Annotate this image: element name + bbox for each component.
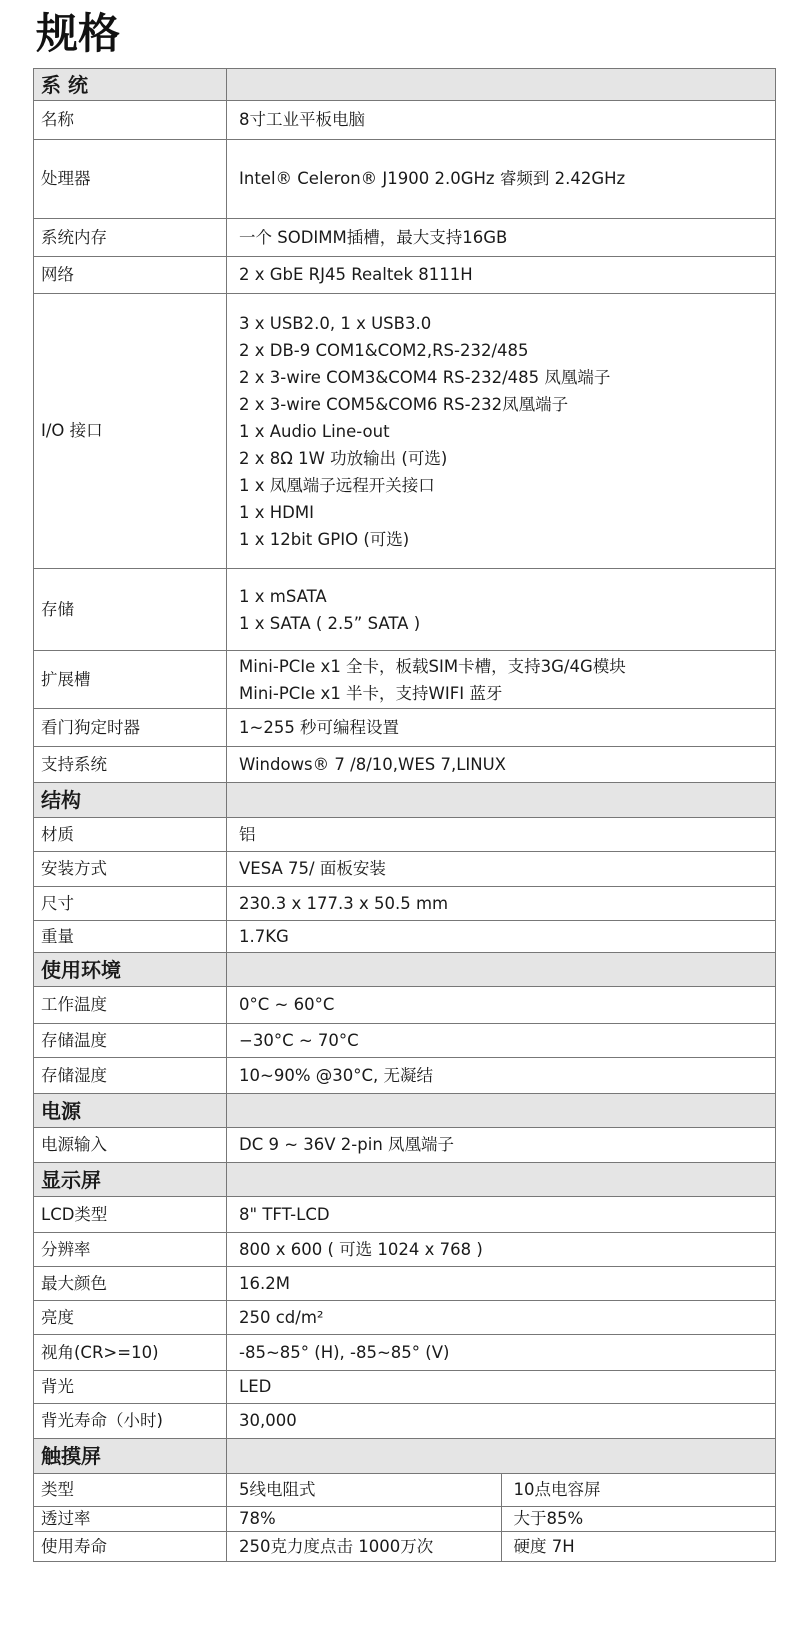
spec-label: 名称	[34, 101, 227, 140]
spec-value	[227, 101, 776, 140]
spec-row	[34, 294, 776, 569]
spec-value-line: −30°C ~ 70°C	[239, 1030, 359, 1050]
spec-value-line: 2 x DB-9 COM1&COM2,RS-232/485	[239, 340, 529, 360]
spec-row	[34, 1335, 776, 1371]
spec-row	[34, 1474, 776, 1507]
spec-value	[227, 887, 776, 921]
section-heading: 系 统	[34, 69, 227, 101]
spec-label: 透过率	[34, 1507, 227, 1532]
spec-value-line: 10~90% @30°C, 无凝结	[239, 1065, 433, 1085]
spec-row	[34, 140, 776, 219]
spec-value-line: 1 x 12bit GPIO (可选)	[239, 529, 410, 549]
spec-value-b: 10点电容屏	[501, 1474, 776, 1507]
spec-row	[34, 818, 776, 852]
spec-row	[34, 569, 776, 651]
spec-row	[34, 1404, 776, 1439]
section-heading-blank	[227, 783, 776, 818]
spec-value	[227, 1233, 776, 1267]
spec-row	[34, 1128, 776, 1163]
spec-label: 看门狗定时器	[34, 709, 227, 747]
spec-value	[227, 1128, 776, 1163]
spec-row	[34, 1507, 776, 1532]
spec-label: 处理器	[34, 140, 227, 219]
spec-value-line: -85~85° (H), -85~85° (V)	[239, 1342, 450, 1362]
spec-row	[34, 921, 776, 953]
spec-value-line: Windows® 7 /8/10,WES 7,LINUX	[239, 754, 506, 774]
spec-value	[227, 1301, 776, 1335]
spec-value-line: 铝	[239, 824, 256, 844]
spec-value-a: 78%	[227, 1507, 502, 1532]
spec-value	[227, 1335, 776, 1371]
spec-label: 尺寸	[34, 887, 227, 921]
spec-value-line: 0°C ~ 60°C	[239, 995, 335, 1015]
spec-value-line: 1 x SATA ( 2.5” SATA )	[239, 613, 421, 633]
spec-label: 网络	[34, 257, 227, 294]
spec-value-line: 800 x 600 ( 可选 1024 x 768 )	[239, 1239, 483, 1259]
spec-label: 亮度	[34, 1301, 227, 1335]
spec-value	[227, 1197, 776, 1233]
spec-value	[227, 1024, 776, 1058]
spec-row	[34, 1371, 776, 1404]
spec-table-body	[34, 69, 776, 1562]
spec-value-line: 8寸工业平板电脑	[239, 110, 365, 130]
section-header-row	[34, 69, 776, 101]
spec-table	[33, 68, 776, 1562]
spec-value-line: 16.2M	[239, 1273, 290, 1293]
spec-row	[34, 987, 776, 1024]
spec-value-line: 8" TFT-LCD	[239, 1204, 330, 1224]
spec-value	[227, 140, 776, 219]
spec-row	[34, 219, 776, 257]
section-heading-blank	[227, 953, 776, 987]
spec-value-line: Intel® Celeron® J1900 2.0GHz 睿频到 2.42GHz	[239, 169, 626, 189]
spec-row	[34, 1267, 776, 1301]
section-heading-blank	[227, 69, 776, 101]
section-heading: 电源	[34, 1094, 227, 1128]
section-heading-blank	[227, 1439, 776, 1474]
spec-value-line: LED	[239, 1377, 272, 1397]
section-heading: 使用环境	[34, 953, 227, 987]
spec-value-b: 硬度 7H	[501, 1532, 776, 1562]
spec-value	[227, 747, 776, 783]
spec-value-a: 5线电阻式	[227, 1474, 502, 1507]
spec-row	[34, 257, 776, 294]
spec-row	[34, 747, 776, 783]
spec-value-line: 1 x mSATA	[239, 586, 327, 606]
spec-label: 类型	[34, 1474, 227, 1507]
spec-label: 重量	[34, 921, 227, 953]
section-header-row	[34, 783, 776, 818]
spec-value-line: 2 x 3-wire COM3&COM4 RS-232/485 凤凰端子	[239, 367, 611, 387]
spec-label: 存储	[34, 569, 227, 651]
section-heading: 结构	[34, 783, 227, 818]
spec-value-line: 230.3 x 177.3 x 50.5 mm	[239, 893, 449, 913]
spec-value	[227, 257, 776, 294]
spec-value-a: 250克力度点击 1000万次	[227, 1532, 502, 1562]
spec-value	[227, 852, 776, 887]
spec-value-line: 2 x 8Ω 1W 功放输出 (可选)	[239, 448, 448, 468]
section-header-row	[34, 1094, 776, 1128]
spec-label: LCD类型	[34, 1197, 227, 1233]
spec-value-line: 2 x GbE RJ45 Realtek 8111H	[239, 265, 473, 285]
spec-value-line: Mini-PCIe x1 全卡，板载SIM卡槽，支持3G/4G模块	[239, 656, 626, 676]
page-title: 规格	[36, 9, 121, 58]
spec-value-line: 30,000	[239, 1411, 297, 1431]
spec-value	[227, 987, 776, 1024]
spec-row	[34, 1301, 776, 1335]
spec-label: 分辨率	[34, 1233, 227, 1267]
spec-value-line: 1 x 凤凰端子远程开关接口	[239, 475, 435, 495]
spec-value-line: 一个 SODIMM插槽，最大支持16GB	[239, 227, 508, 247]
spec-value-line: 3 x USB2.0, 1 x USB3.0	[239, 313, 432, 333]
spec-value	[227, 921, 776, 953]
spec-value	[227, 294, 776, 569]
spec-row	[34, 1532, 776, 1562]
spec-row	[34, 709, 776, 747]
section-heading: 触摸屏	[34, 1439, 227, 1474]
spec-row	[34, 887, 776, 921]
spec-value	[227, 569, 776, 651]
spec-label: 使用寿命	[34, 1532, 227, 1562]
spec-label: 系统内存	[34, 219, 227, 257]
section-header-row	[34, 1439, 776, 1474]
spec-label: 电源输入	[34, 1128, 227, 1163]
section-header-row	[34, 953, 776, 987]
spec-row	[34, 1024, 776, 1058]
spec-value	[227, 709, 776, 747]
spec-value-line: 1 x HDMI	[239, 502, 314, 522]
spec-row	[34, 101, 776, 140]
spec-label: 存储湿度	[34, 1058, 227, 1094]
spec-value-line: 250 cd/m²	[239, 1307, 324, 1327]
spec-label: 工作温度	[34, 987, 227, 1024]
spec-row	[34, 651, 776, 709]
spec-value	[227, 1058, 776, 1094]
spec-value	[227, 219, 776, 257]
spec-label: 存储温度	[34, 1024, 227, 1058]
spec-row	[34, 1058, 776, 1094]
spec-label: I/O 接口	[34, 294, 227, 569]
spec-row	[34, 1233, 776, 1267]
spec-label: 扩展槽	[34, 651, 227, 709]
section-heading-blank	[227, 1094, 776, 1128]
spec-value-line: 1~255 秒可编程设置	[239, 717, 400, 737]
section-heading-blank	[227, 1163, 776, 1197]
spec-label: 背光	[34, 1371, 227, 1404]
spec-value-line: VESA 75/ 面板安装	[239, 859, 386, 879]
spec-value	[227, 1267, 776, 1301]
spec-label: 材质	[34, 818, 227, 852]
spec-label: 支持系统	[34, 747, 227, 783]
spec-value-b: 大于85%	[501, 1507, 776, 1532]
section-header-row	[34, 1163, 776, 1197]
spec-row	[34, 852, 776, 887]
spec-value-line: 1.7KG	[239, 926, 289, 946]
section-heading: 显示屏	[34, 1163, 227, 1197]
spec-label: 安装方式	[34, 852, 227, 887]
spec-label: 最大颜色	[34, 1267, 227, 1301]
spec-label: 背光寿命（小时)	[34, 1404, 227, 1439]
spec-value	[227, 651, 776, 709]
spec-row	[34, 1197, 776, 1233]
spec-value-line: 1 x Audio Line-out	[239, 421, 390, 441]
spec-value	[227, 1404, 776, 1439]
spec-value	[227, 1371, 776, 1404]
spec-value-line: DC 9 ~ 36V 2-pin 凤凰端子	[239, 1135, 455, 1155]
spec-value-line: Mini-PCIe x1 半卡，支持WIFI 蓝牙	[239, 683, 503, 703]
spec-label: 视角(CR>=10)	[34, 1335, 227, 1371]
spec-value-line: 2 x 3-wire COM5&COM6 RS-232凤凰端子	[239, 394, 569, 414]
spec-value	[227, 818, 776, 852]
